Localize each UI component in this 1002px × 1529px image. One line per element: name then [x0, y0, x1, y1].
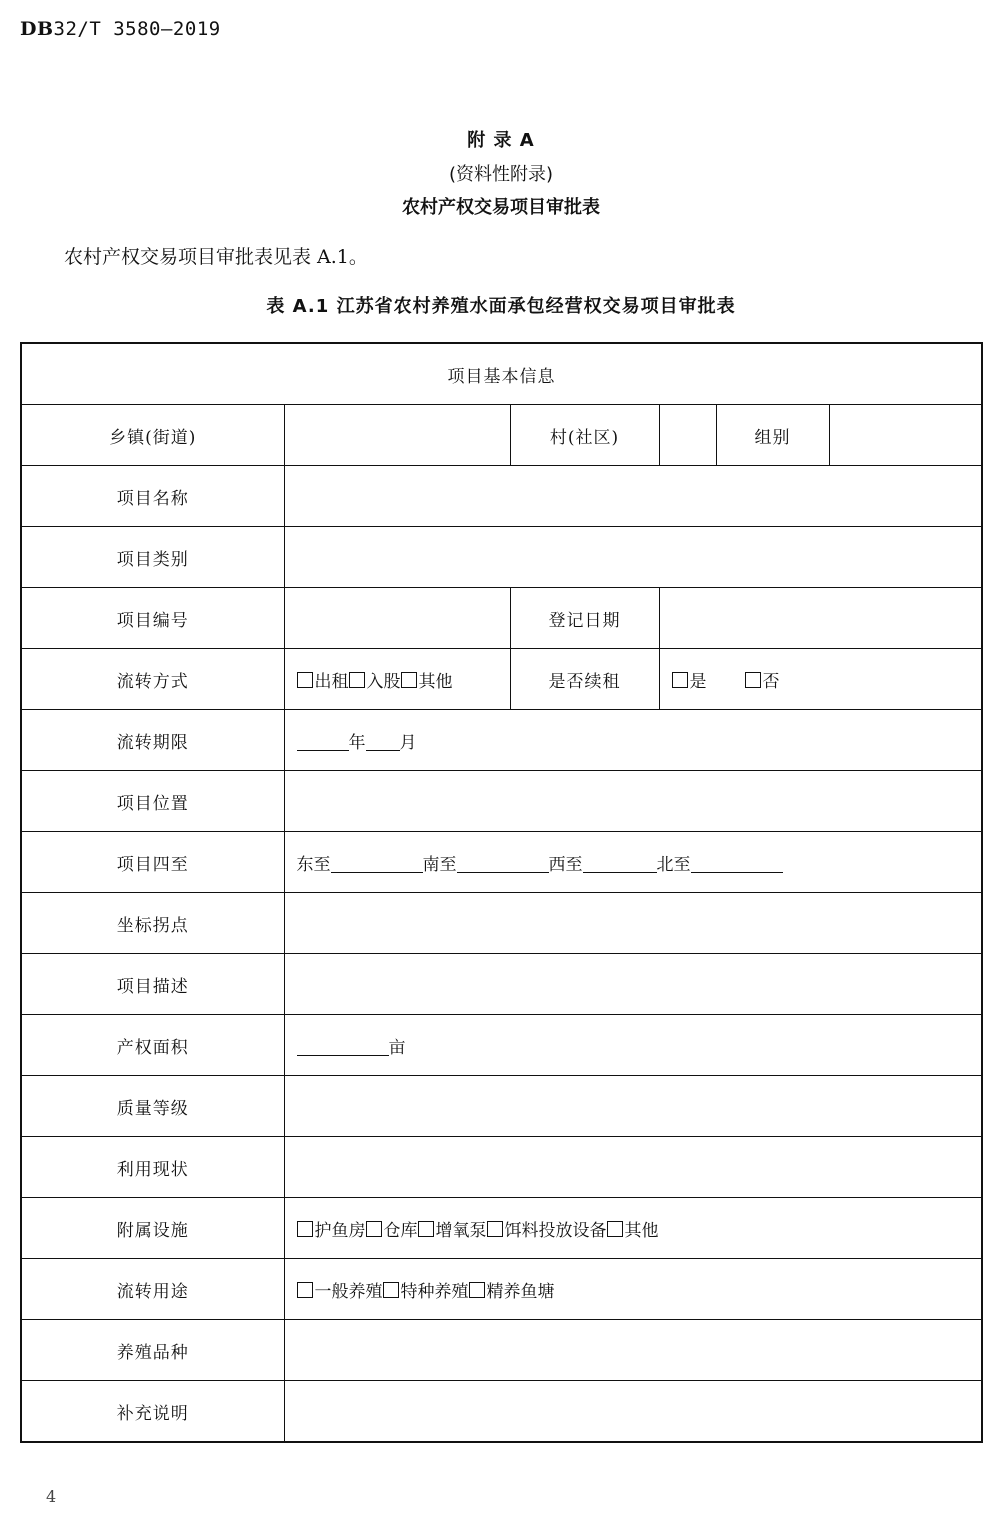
village-field[interactable]: [659, 405, 716, 466]
grade-label: 质量等级: [21, 1076, 284, 1137]
section-header: 项目基本信息: [21, 343, 982, 405]
term-label: 流转期限: [21, 710, 284, 771]
usage-options: [284, 1259, 982, 1320]
species-label: 养殖品种: [21, 1320, 284, 1381]
checkbox[interactable]: [366, 1221, 382, 1237]
project-type-field[interactable]: [284, 527, 982, 588]
desc-label: 项目描述: [21, 954, 284, 1015]
checkbox[interactable]: [487, 1221, 503, 1237]
project-name-label: 项目名称: [21, 466, 284, 527]
option-label: 仓库: [383, 1220, 418, 1241]
notes-label: 补充说明: [21, 1381, 284, 1443]
checkbox[interactable]: [401, 672, 417, 688]
option-label: 一般养殖: [314, 1281, 383, 1302]
month-blank[interactable]: [366, 732, 400, 751]
bounds-field: [284, 832, 982, 893]
town-label: 乡镇(街道): [21, 405, 284, 466]
project-no-field[interactable]: [284, 588, 510, 649]
checkbox[interactable]: [297, 1221, 313, 1237]
south-blank[interactable]: [457, 854, 549, 873]
usage-label: 流转用途: [21, 1259, 284, 1320]
checkbox[interactable]: [349, 672, 365, 688]
checkbox[interactable]: [607, 1221, 623, 1237]
renew-options: [659, 649, 982, 710]
bounds-label: 项目四至: [21, 832, 284, 893]
option-label: 入股: [366, 671, 401, 692]
project-no-label: 项目编号: [21, 588, 284, 649]
checkbox[interactable]: [469, 1282, 485, 1298]
checkbox[interactable]: [418, 1221, 434, 1237]
option-label: 特种养殖: [400, 1281, 469, 1302]
west-blank[interactable]: [583, 854, 657, 873]
option-label: 其他: [624, 1220, 659, 1241]
facilities-options: [284, 1198, 982, 1259]
year-unit: 年: [348, 732, 366, 753]
checkbox[interactable]: [745, 672, 761, 688]
option-label: 是: [689, 671, 707, 692]
annex-title: 附 录 A: [467, 130, 535, 151]
checkbox[interactable]: [297, 1282, 313, 1298]
west-label: 西至: [548, 854, 583, 875]
group-field[interactable]: [829, 405, 982, 466]
east-label: 东至: [296, 854, 331, 875]
east-blank[interactable]: [331, 854, 423, 873]
project-name-field[interactable]: [284, 466, 982, 527]
town-field[interactable]: [284, 405, 510, 466]
term-field: [284, 710, 982, 771]
renew-label: 是否续租: [510, 649, 659, 710]
option-label: 增氧泵: [435, 1220, 487, 1241]
south-label: 南至: [422, 854, 457, 875]
grade-field[interactable]: [284, 1076, 982, 1137]
month-unit: 月: [399, 732, 417, 753]
standard-code: DB32/T 3580—2019: [20, 18, 221, 40]
reg-date-field[interactable]: [659, 588, 982, 649]
option-label: 出租: [314, 671, 349, 692]
coords-field[interactable]: [284, 893, 982, 954]
north-blank[interactable]: [691, 854, 783, 873]
status-label: 利用现状: [21, 1137, 284, 1198]
location-field[interactable]: [284, 771, 982, 832]
location-label: 项目位置: [21, 771, 284, 832]
transfer-mode-label: 流转方式: [21, 649, 284, 710]
area-label: 产权面积: [21, 1015, 284, 1076]
option-label: 护鱼房: [314, 1220, 366, 1241]
area-unit: 亩: [388, 1037, 406, 1058]
project-type-label: 项目类别: [21, 527, 284, 588]
checkbox[interactable]: [297, 672, 313, 688]
village-label: 村(社区): [510, 405, 659, 466]
option-label: 其他: [418, 671, 453, 692]
group-label: 组别: [716, 405, 829, 466]
table-title: 表 A.1 江苏省农村养殖水面承包经营权交易项目审批表: [266, 296, 736, 317]
checkbox[interactable]: [383, 1282, 399, 1298]
coords-label: 坐标拐点: [21, 893, 284, 954]
intro-text: 农村产权交易项目审批表见表 A.1。: [64, 246, 368, 268]
north-label: 北至: [656, 854, 691, 875]
area-field: [284, 1015, 982, 1076]
area-blank[interactable]: [297, 1037, 389, 1056]
facilities-label: 附属设施: [21, 1198, 284, 1259]
annex-name: 农村产权交易项目审批表: [402, 197, 600, 218]
transfer-mode-options: [284, 649, 510, 710]
option-label: 否: [762, 671, 780, 692]
status-field[interactable]: [284, 1137, 982, 1198]
approval-table: [20, 342, 983, 1443]
checkbox[interactable]: [672, 672, 688, 688]
notes-field[interactable]: [284, 1381, 982, 1443]
option-label: 精养鱼塘: [486, 1281, 555, 1302]
desc-field[interactable]: [284, 954, 982, 1015]
option-label: 饵料投放设备: [504, 1220, 607, 1241]
species-field[interactable]: [284, 1320, 982, 1381]
page-number: 4: [46, 1487, 57, 1506]
annex-subtitle: (资料性附录): [448, 164, 554, 185]
reg-date-label: 登记日期: [510, 588, 659, 649]
year-blank[interactable]: [297, 732, 349, 751]
